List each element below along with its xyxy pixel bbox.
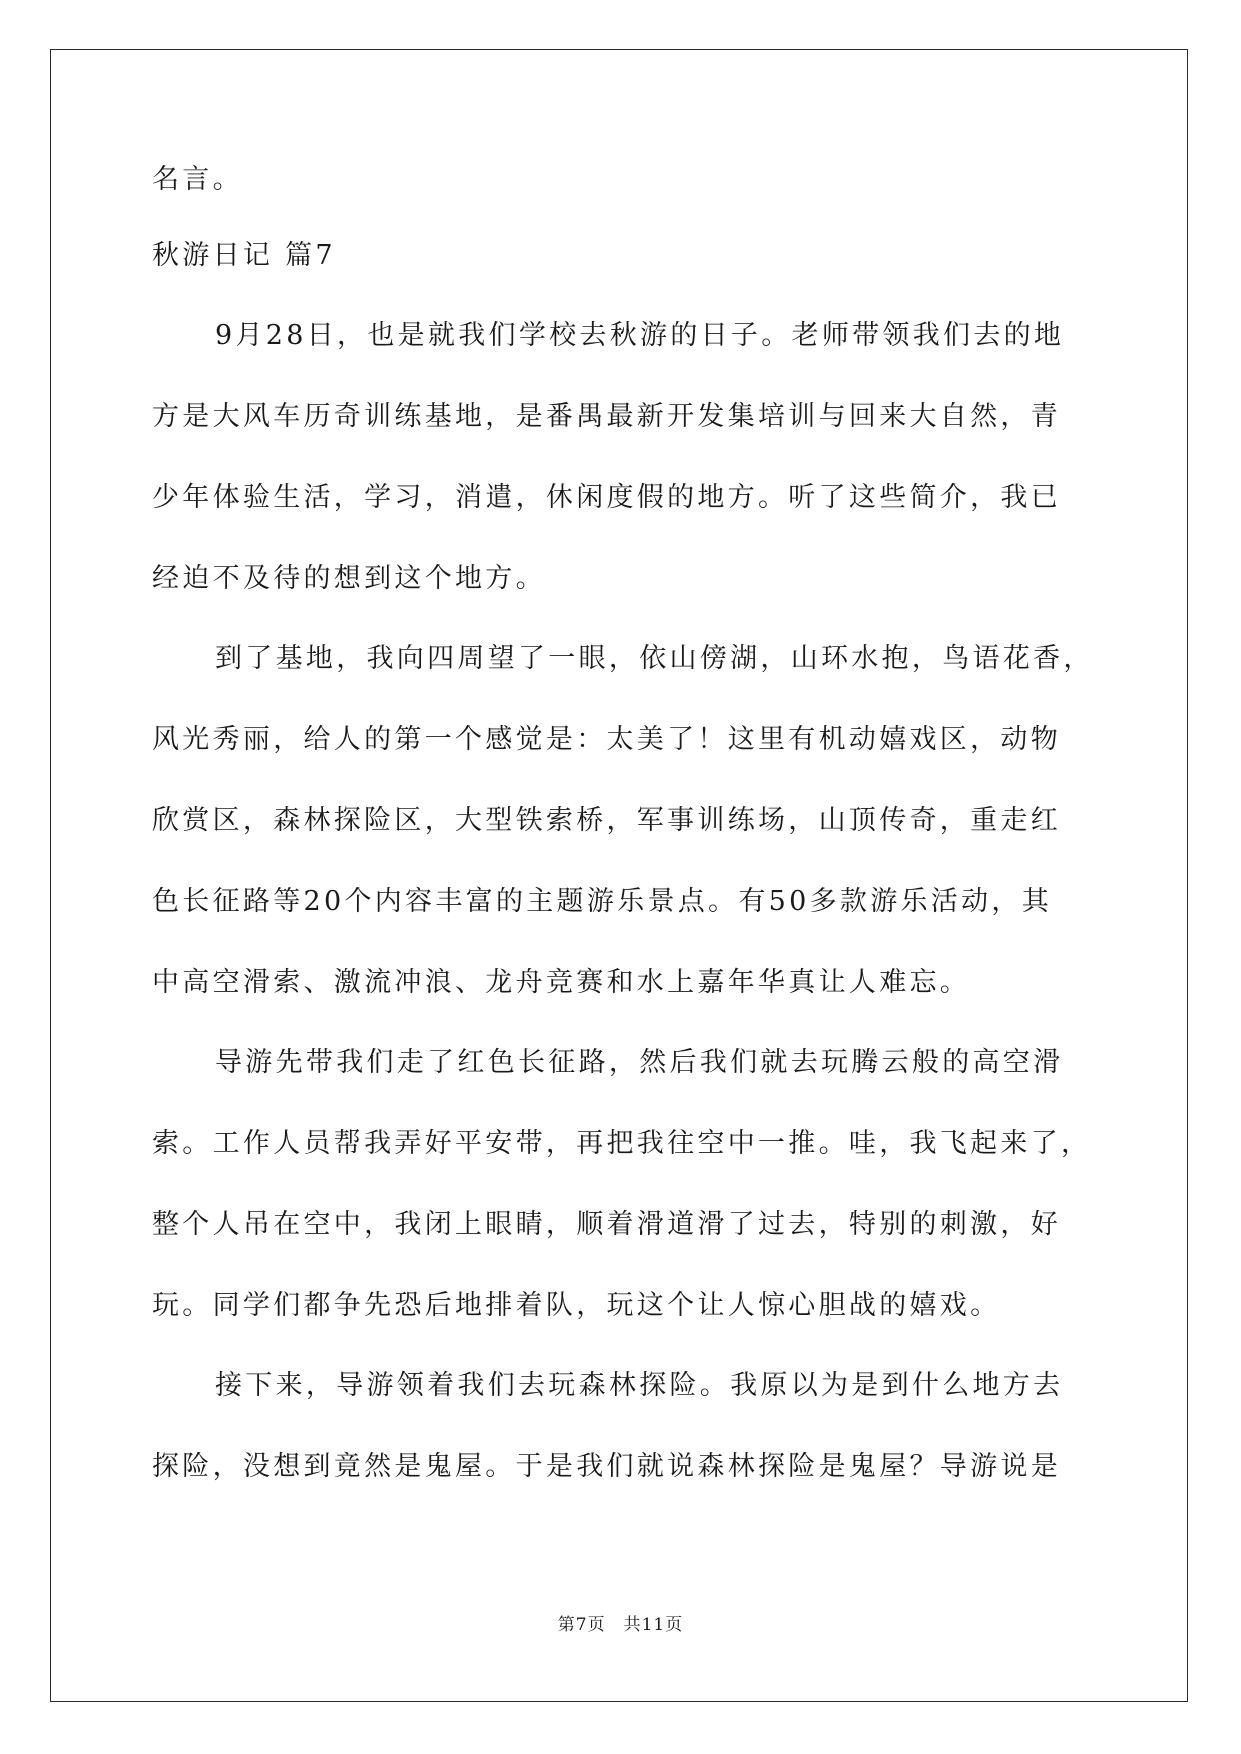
- paragraph-line: 到了基地，我向四周望了一眼，依山傍湖，山环水抱，鸟语花香，: [215, 643, 1094, 674]
- paragraph-line: 少年体验生活，学习，消遣，休闲度假的地方。听了这些简介，我已: [152, 482, 1061, 513]
- paragraph-line: 方是大风车历奇训练基地，是番禺最新开发集培训与回来大自然，青: [152, 401, 1061, 432]
- paragraph-line: 索。工作人员帮我弄好平安带，再把我往空中一推。哇，我飞起来了，: [152, 1128, 1092, 1159]
- paragraph-line: 欣赏区，森林探险区，大型铁索桥，军事训练场，山顶传奇，重走红: [152, 805, 1061, 836]
- paragraph-line: 9月28日，也是就我们学校去秋游的日子。老师带领我们去的地: [215, 320, 1065, 351]
- paragraph-line: 导游先带我们走了红色长征路，然后我们就去玩腾云般的高空滑: [215, 1047, 1064, 1078]
- section-heading: 秋游日记 篇7: [152, 240, 336, 271]
- paragraph-line: 经迫不及待的想到这个地方。: [152, 563, 546, 594]
- paragraph: [152, 1366, 1092, 1487]
- paragraph-line: 色长征路等20个内容丰富的主题游乐景点。有50多款游乐活动，其: [152, 886, 1053, 917]
- paragraph: [152, 316, 1092, 599]
- paragraph-line: 整个人吊在空中，我闭上眼睛，顺着滑道滑了过去，特别的刺激，好: [152, 1209, 1061, 1240]
- previous-section-tail: 名言。: [152, 164, 243, 195]
- paragraph: [152, 639, 1092, 1003]
- paragraph-line: 中高空滑索、激流冲浪、龙舟竞赛和水上嘉年华真让人难忘。: [152, 967, 971, 998]
- paragraph-line: 接下来，导游领着我们去玩森林探险。我原以为是到什么地方去: [215, 1370, 1064, 1401]
- document-body: [152, 160, 1092, 1487]
- page-number-footer: 第7页 共11页: [557, 1615, 684, 1635]
- paragraph-line: 探险，没想到竟然是鬼屋。于是我们就说森林探险是鬼屋？导游说是: [152, 1451, 1061, 1482]
- paragraph: [152, 1043, 1092, 1326]
- paragraph-line: 风光秀丽，给人的第一个感觉是：太美了！这里有机动嬉戏区，动物: [152, 724, 1061, 755]
- paragraph-line: 玩。同学们都争先恐后地排着队，玩这个让人惊心胆战的嬉戏。: [152, 1290, 1001, 1321]
